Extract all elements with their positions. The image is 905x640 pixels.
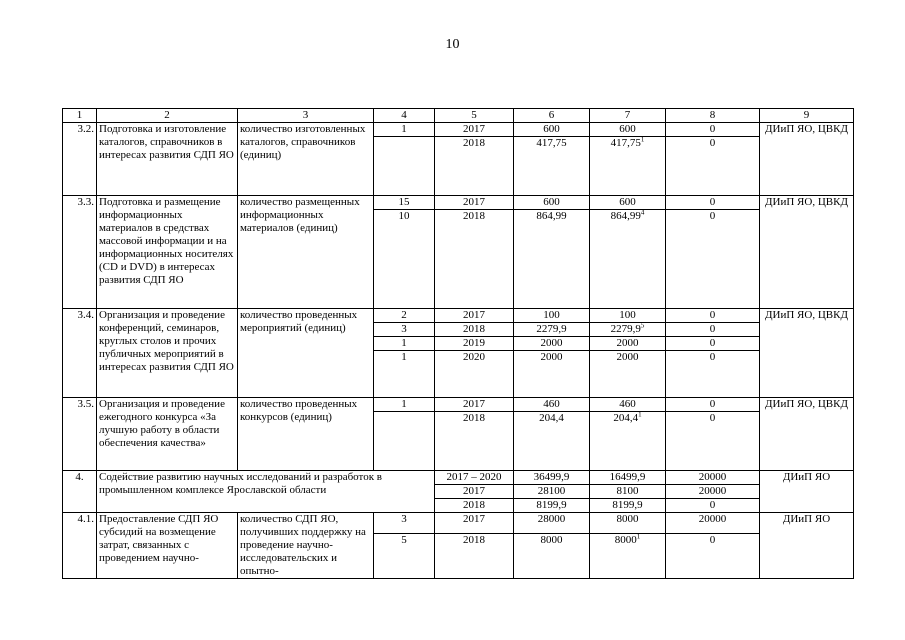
header-cell: 6	[514, 109, 590, 123]
year-cell: 2018	[435, 137, 514, 196]
qty-cell	[374, 412, 435, 471]
total-cell: 2000	[514, 351, 590, 398]
qty-cell: 1	[374, 351, 435, 398]
item-indicator: количество проведенных конкурсов (единиц)	[238, 398, 374, 471]
header-cell: 8	[666, 109, 760, 123]
budget-cell	[590, 412, 666, 471]
header-row	[63, 109, 854, 123]
year-cell: 2018	[435, 323, 514, 337]
budget-cell	[590, 196, 666, 210]
program-table	[62, 108, 854, 579]
other-cell: 0	[666, 398, 760, 412]
footnote-mark: 1	[638, 411, 642, 419]
total-cell: 28100	[514, 485, 590, 499]
budget-cell	[590, 534, 666, 579]
budget-cell	[590, 309, 666, 323]
other-cell: 20000	[666, 471, 760, 485]
year-cell: 2017	[435, 398, 514, 412]
budget-value: 600	[619, 196, 636, 208]
header-cell: 2	[97, 109, 238, 123]
total-cell: 2000	[514, 337, 590, 351]
total-cell: 600	[514, 196, 590, 210]
year-cell: 2017	[435, 123, 514, 137]
item-name: Организация и проведение ежегодного конкурса «За лучшую работу в области обеспечения качества»	[97, 398, 238, 471]
year-cell: 2018	[435, 499, 514, 513]
budget-cell	[590, 210, 666, 309]
header-cell: 1	[63, 109, 97, 123]
item-indicator: количество СДП ЯО, получивших поддержку на проведение научно-исследовательских и опытно-	[238, 513, 374, 579]
qty-cell: 2	[374, 309, 435, 323]
item-name: Содействие развитию научных исследований и разработок в промышленном комплексе Ярославской области	[97, 471, 435, 513]
budget-value: 2000	[616, 351, 639, 363]
other-cell: 0	[666, 196, 760, 210]
item-indicator: количество проведенных мероприятий (единиц)	[238, 309, 374, 398]
executor-cell: ДИиП ЯО, ЦВКД	[760, 196, 854, 309]
year-cell: 2017	[435, 485, 514, 499]
item-number: 3.4.	[63, 309, 97, 398]
total-cell: 864,99	[514, 210, 590, 309]
budget-cell: 8199,9	[590, 499, 666, 513]
year-cell: 2017	[435, 309, 514, 323]
budget-value: 100	[619, 309, 636, 321]
qty-cell: 10	[374, 210, 435, 309]
other-cell: 20000	[666, 485, 760, 499]
executor-cell: ДИиП ЯО, ЦВКД	[760, 398, 854, 471]
executor-cell: ДИиП ЯО, ЦВКД	[760, 123, 854, 196]
other-cell: 0	[666, 412, 760, 471]
header-cell: 9	[760, 109, 854, 123]
header-cell: 3	[238, 109, 374, 123]
budget-value: 8000	[616, 513, 639, 525]
qty-cell: 1	[374, 123, 435, 137]
budget-value: 8000	[614, 534, 637, 546]
year-cell: 2019	[435, 337, 514, 351]
budget-cell	[590, 351, 666, 398]
table-row	[63, 309, 854, 323]
total-cell: 460	[514, 398, 590, 412]
footnote-mark: 1	[640, 136, 645, 144]
budget-value: 2000	[616, 337, 639, 349]
table-row	[63, 471, 854, 485]
other-cell: 20000	[666, 513, 760, 534]
item-name: Предоставление СДП ЯО субсидий на возмещение затрат, связанных с проведением научно-	[97, 513, 238, 579]
other-cell: 0	[666, 351, 760, 398]
budget-value: 864,99	[610, 210, 641, 222]
budget-value: 460	[619, 398, 636, 410]
budget-cell	[590, 123, 666, 137]
table-row	[63, 123, 854, 137]
item-number: 4.	[63, 471, 97, 513]
total-cell: 204,4	[514, 412, 590, 471]
total-cell: 417,75	[514, 137, 590, 196]
table-row	[63, 196, 854, 210]
total-cell: 2279,9	[514, 323, 590, 337]
header-cell: 4	[374, 109, 435, 123]
other-cell: 0	[666, 323, 760, 337]
item-indicator: количество размещенных информационных материалов (единиц)	[238, 196, 374, 309]
item-indicator: количество изготовленных каталогов, справочников (единиц)	[238, 123, 374, 196]
table-row	[63, 513, 854, 534]
year-cell: 2018	[435, 534, 514, 579]
qty-cell: 15	[374, 196, 435, 210]
header-cell: 5	[435, 109, 514, 123]
other-cell: 0	[666, 210, 760, 309]
executor-cell: ДИиП ЯО	[760, 513, 854, 579]
total-cell: 28000	[514, 513, 590, 534]
year-cell: 2017 – 2020	[435, 471, 514, 485]
year-cell: 2017	[435, 513, 514, 534]
year-cell: 2017	[435, 196, 514, 210]
footnote-mark: 1	[636, 533, 641, 541]
budget-cell	[590, 398, 666, 412]
executor-cell: ДИиП ЯО, ЦВКД	[760, 309, 854, 398]
qty-cell: 5	[374, 534, 435, 579]
item-number: 3.3.	[63, 196, 97, 309]
budget-value: 2279,9	[610, 323, 641, 335]
footnote-mark: 5	[640, 322, 645, 330]
other-cell: 0	[666, 534, 760, 579]
table-row	[63, 398, 854, 412]
other-cell: 0	[666, 337, 760, 351]
footnote-mark: 4	[640, 209, 645, 217]
budget-value: 600	[619, 123, 636, 135]
total-cell: 100	[514, 309, 590, 323]
other-cell: 0	[666, 309, 760, 323]
qty-cell: 1	[374, 398, 435, 412]
total-cell: 600	[514, 123, 590, 137]
item-number: 3.5.	[63, 398, 97, 471]
header-cell: 7	[590, 109, 666, 123]
budget-cell: 8100	[590, 485, 666, 499]
item-name: Подготовка и размещение информационных материалов в средствах массовой информации и на информационных носителях (CD и DVD) в интересах развития СДП ЯО	[97, 196, 238, 309]
qty-cell: 3	[374, 513, 435, 534]
year-cell: 2020	[435, 351, 514, 398]
other-cell: 0	[666, 137, 760, 196]
total-cell: 8000	[514, 534, 590, 579]
year-cell: 2018	[435, 412, 514, 471]
item-number: 3.2.	[63, 123, 97, 196]
other-cell: 0	[666, 499, 760, 513]
executor-cell: ДИиП ЯО	[760, 471, 854, 513]
item-name: Организация и проведение конференций, семинаров, круглых столов и прочих публичных мероприятий в интересах развития СДП ЯО	[97, 309, 238, 398]
budget-cell	[590, 513, 666, 534]
year-cell: 2018	[435, 210, 514, 309]
page-number: 10	[445, 37, 460, 52]
budget-cell	[590, 137, 666, 196]
budget-cell: 16499,9	[590, 471, 666, 485]
total-cell: 8199,9	[514, 499, 590, 513]
other-cell: 0	[666, 123, 760, 137]
item-name: Подготовка и изготовление каталогов, справочников в интересах развития СДП ЯО	[97, 123, 238, 196]
budget-cell	[590, 323, 666, 337]
budget-value: 204,4	[613, 412, 639, 424]
qty-cell: 3	[374, 323, 435, 337]
total-cell: 36499,9	[514, 471, 590, 485]
budget-cell	[590, 337, 666, 351]
item-number: 4.1.	[63, 513, 97, 579]
qty-cell: 1	[374, 337, 435, 351]
qty-cell	[374, 137, 435, 196]
budget-value: 417,75	[610, 137, 641, 149]
